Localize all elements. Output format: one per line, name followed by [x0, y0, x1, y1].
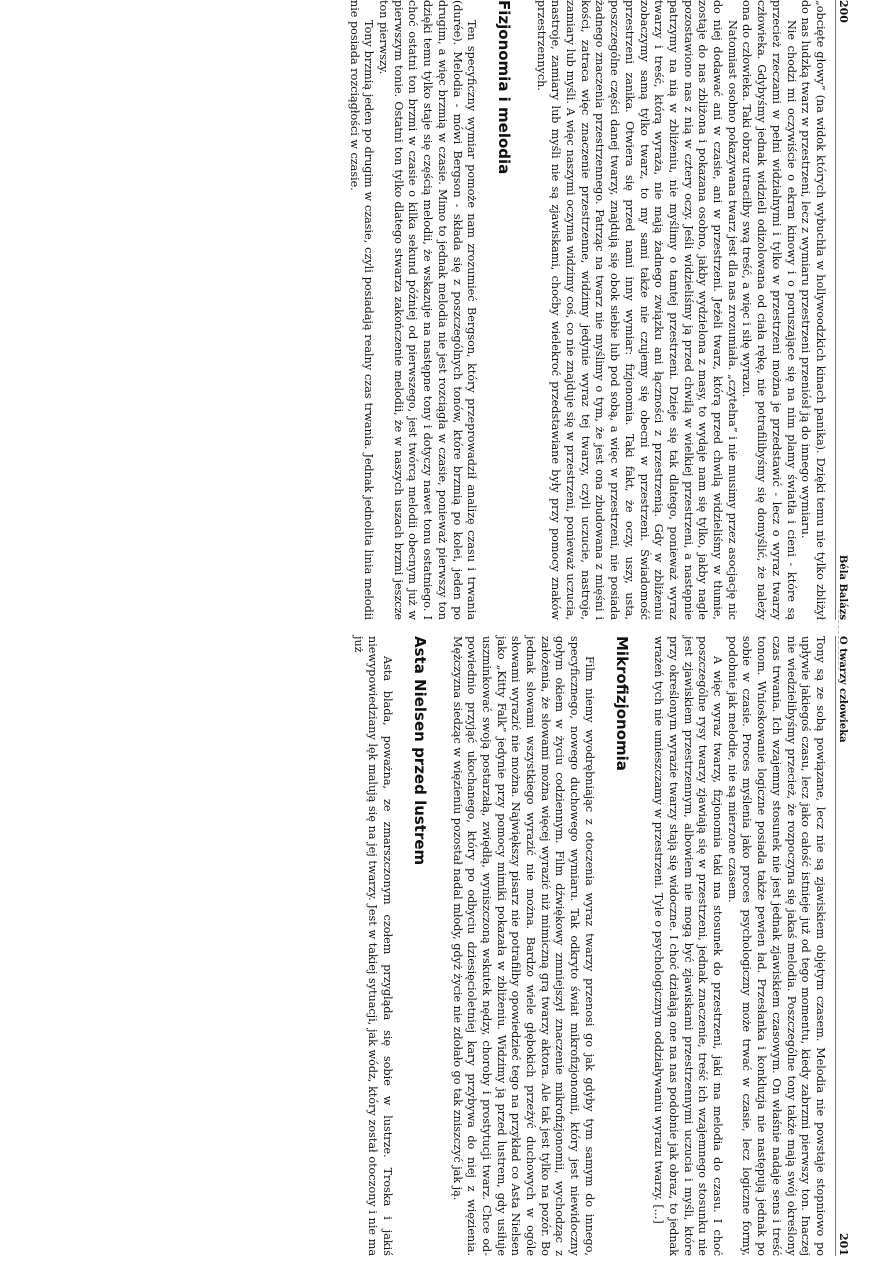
paragraph: Nie chodzi mi oczywiście o ekran kinowy i o poruszające się na nim plamy światła i cieni - które są przecież rzeczami w pełni widzialnymi i tylko w przestrzeni można je przedstawić - lecz o wyraz twarzy człowieka. Gdybyśmy jednak widzieli odizolowana od ciała rękę, nie potrafilibyśmy się domyślić, że należy ona do człowieka. Taki obraz utraciłby swą treść, a więc i siłę wyrazu. — [740, 0, 798, 620]
running-head — [835, 636, 850, 1256]
page-body — [346, 0, 827, 620]
running-head-title: O twarzy człowieka — [837, 636, 848, 743]
section-heading: Fizjonomia i melodia — [494, 0, 513, 175]
running-head — [835, 0, 850, 620]
section-heading: Mikrofizjonomia — [612, 636, 631, 771]
right-page — [108, 636, 850, 1256]
paragraph: Ten specyficzny wymiar pomoże nam zrozumieć Bergson, który przeprowadził analizę czasu i trwania (durée). Melodia - mówi Bergson - składa się z poszczególnych tonów, które brzmią po kolei, jeden po drugim, a więc brzmią w czasie. Mimo to jednak melodia nie jest rozciągła w czasie, ponieważ pierwszy ton dzięki temu tylko staje się częścią melodii, że wskazuje na następne tony i dotyczy nawet tonu ostatniego. I choć ostatni ton brzmi w czasie o kilka sekund później od pierwszego, jest twórcą melodii obecnym już w pierwszym tonie. Ostatni ton tylko dlatego stwarza zakończenie melodii, że w naszych uszach brzmi jeszcze ton pierwszy. — [377, 0, 479, 620]
page-number: 201 — [837, 1233, 850, 1256]
paragraph: Film niemy wyodrębniając z otoczenia wyraz twarzy przenosi go jak gdyby tym samym do innego, specyficznego, nowego duchowego wymiaru. Tak odkryto świat mikrofizjonomii, który jest niewidoczny gołym okiem w życiu codziennym. Film dźwiękowy zmniejszył znaczenie mikrofizjonomii, wychodząc z założenia, że słowami można więcej wyrazić niż mimiczną grą twarzy aktora. Ale tak jest tylko na pozór. Bo jednak słowami wszystkiego wyrazić nie można. Bardzo wiele głębokich przeżyć duchowych w ogóle słowami wyrazić nie można. Największy pisarz nie potrafiłby opowiedzieć tego na przykład co Asta Nielsen jako „Kitty Falk” jedynie przy pomocy mimiki pokazała w zbliżeniu. Widzimy ją przed lustrem, gdy usiłuje uszminkować swoją postarzałą, zwiędłą, wyniszczoną wskutek nędzy, choroby i prostytucji twarz. Chce od-powiednio przyjąć ukochanego, który po odbyciu dziesięcioletniej kary przybywa do niej z więzienia. Mężczyzna siedząc w więzieniu pozostał nadal młody, gdyż życie nie zdołało go tak zniszczyć jak ją. — [450, 636, 596, 1256]
paragraph: A więc wyraz twarzy, fizjonomia taki ma stosunek do przestrzeni, jaki ma melodia do czasu. I choć poszczególne rysy twarzy zjawiają się w przestrzeni, jednak znaczenie, treść ich wzajemnego stosunku nie jest zjawiskiem przestrzennym, albowiem nie mogą być zjawiskami przestrzennymi uczucia i myśli, które przy określonym wyrazie twarzy stają się widoczne. I choć działają one na nas podobnie jak obraz, to jednak wrażeń tych nie umieszczamy w przestrzeni. Tyle o psychologicznym oddziaływaniu wyrazu twarzy. [...] — [652, 636, 725, 1256]
page-body — [350, 636, 827, 1256]
page-number: 200 — [837, 0, 850, 23]
section-heading: Asta Nielsen przed lustrem — [410, 636, 429, 866]
left-page — [108, 0, 850, 620]
page-gutter-divider — [838, 610, 840, 670]
paragraph: „obcięte głowy” (na widok których wybuchła w hollywoodzkich kinach panika). Dzięki temu nie tylko zbliżył do nas ludzką twarz w przestrzeni, lecz z wymiaru przestrzeni przeniósł ją do innego wymiaru. — [799, 0, 827, 620]
running-head-title: Béla Balázs — [837, 554, 848, 620]
paragraph: Natomiast osobno pokazywana twarz jest dla nas zrozumiała. „czytelna” i nie musimy przez asocjację nic do niej dodawać ani w czasie, ani w przestrzeni. Jeżeli twarz, którą przed chwilą widzieliśmy w tłumie, zostaje do nas zbliżona i pokazana osobno, jakby wydzielona z masy, to wydaje nam się tylko, jakby nagle pozostawiono nas z nią w cztery oczy. Jeśli widzieliśmy ją przed chwilą w wielkiej przestrzeni, a następnie patrzymy na nią w zbliżeniu, nie myślimy o tamtej przestrzeni. Dzieje się tak dlatego, ponieważ wyraz twarzy i treść, którą wyraża, nie mają żadnego związku ani łączności z przestrzenią. Gdy w zbliżeniu zobaczymy samą tylko twarz, to my sami także nie czujemy się obecni w przestrzeni. Świadomość przestrzeni zanika. Otwiera się przed nami inny wymiar: fizjonomia. Taki fakt, że oczy, uszy, usta, poszczególne części danej twarzy, znajdują się obok siebie lub pod sobą, a więc w przestrzeni, nie posiada żadnego znaczenia przestrzennego. Patrząc na twarz nie myślimy o tym, że jest ona zbudowana z mięśni i kości, zatraca więc znaczenie przestrzenne, widzimy jedynie wyraz tej twarzy, czyli uczucie, nastroje, zamiary lub myśli. A więc naszymi oczyma widzimy coś, co nie znajduje się w przestrzeni, ponieważ uczucia, nastroje, zamiary lub myśli nie są zjawiskami, choćby wielekroć przedstawiane były przy pomocy znaków przestrzennych. — [534, 0, 739, 620]
paragraph: Asta blada, poważna, ze zmarszczonym czołem przygląda się sobie w lustrze. Troska i jakiś niewypowiedziany lęk malują się na jej twarzy. Jest w takiej sytuacji, jak wódz, który został otoczony i nie ma już — [351, 636, 395, 1256]
paragraph: Tony brzmią jeden po drugim w czasie, czyli posiadają realny czas trwania. Jednak jednolita linia melodii nie posiada rozciągłości w czasie. — [347, 0, 376, 620]
paragraph: Tony są ze sobą powiązane, lecz nie są zjawiskiem objętym czasem. Melodia nie powstaje stopniowo po upływie jakiegoś czasu, lecz jako całość istnieje już od tego momentu, kiedy zabrzmi pierwszy ton. Inaczej nie wiedzielibyśmy przecież, że rozpoczyna się jakaś melodia. Poszczególne tony także mają swój określony czas trwania. Ich wzajemny stosunek nie jest jednak zjawiskiem czasowym. On właśnie nadaje sens i treść tonom. Wnioskowanie logiczne posiada także pewien ład. Przesłanka i konkluzja nie następują jednak po sobie w czasie. Proces myślenia jako proces psychologiczny może trwać w czasie, lecz logiczne formy, podobnie jak melodie, nie są mierzone czasem. — [725, 636, 827, 1256]
